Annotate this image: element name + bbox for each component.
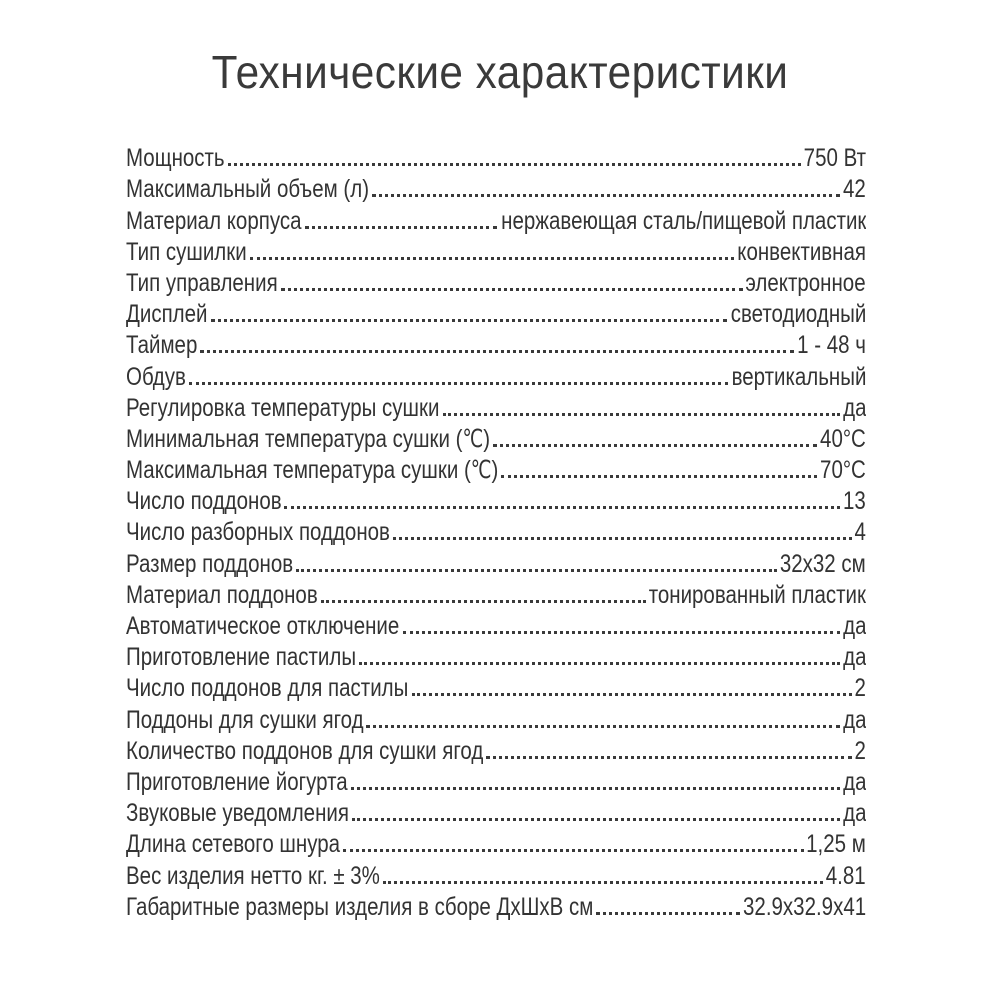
spec-row <box>126 735 866 766</box>
spec-row <box>126 766 866 797</box>
spec-value: 1 - 48 ч <box>797 331 866 360</box>
spec-label: Минимальная температура сушки (℃) <box>126 424 491 453</box>
spec-value: 70°C <box>820 456 866 485</box>
spec-label: Максимальный объем (л) <box>126 175 370 204</box>
spec-row <box>126 547 866 578</box>
dot-leader <box>383 861 824 891</box>
dot-leader <box>596 892 739 922</box>
spec-value: электронное <box>745 268 866 297</box>
spec-value: 32.9x32.9x41 <box>742 892 866 921</box>
spec-value: 4 <box>854 518 866 547</box>
spec-row <box>126 859 866 890</box>
spec-row <box>126 485 866 516</box>
spec-row <box>126 516 866 547</box>
spec-row <box>126 579 866 610</box>
spec-value: 1,25 м <box>806 830 866 859</box>
spec-label: Число поддонов для пастилы <box>126 674 409 703</box>
dot-leader <box>189 362 728 392</box>
dot-leader <box>501 455 817 485</box>
spec-label: Звуковые уведомления <box>126 799 349 828</box>
dot-leader <box>403 611 841 641</box>
dot-leader <box>393 517 852 547</box>
dot-leader <box>493 424 817 454</box>
spec-label: Регулировка температуры сушки <box>126 393 440 422</box>
spec-row <box>126 703 866 734</box>
page-title: Технические характеристики <box>211 46 789 98</box>
spec-value: вертикальный <box>731 362 866 391</box>
spec-value: конвективная <box>737 237 866 266</box>
spec-label: Дисплей <box>126 300 208 329</box>
spec-label: Таймер <box>126 331 198 360</box>
spec-value: да <box>842 705 866 734</box>
spec-row <box>126 329 866 360</box>
dot-leader <box>443 393 840 423</box>
spec-value: 2 <box>854 674 866 703</box>
spec-label: Тип сушилки <box>126 237 247 266</box>
dot-leader <box>412 673 852 703</box>
spec-row <box>126 672 866 703</box>
spec-row <box>126 267 866 298</box>
spec-value: 750 Вт <box>803 144 866 173</box>
spec-label: Число поддонов <box>126 487 282 516</box>
spec-label: Количество поддонов для сушки ягод <box>126 736 484 765</box>
spec-row <box>126 236 866 267</box>
dot-leader <box>228 143 801 173</box>
spec-value: 40°C <box>820 424 866 453</box>
spec-value: тонированный пластик <box>648 580 866 609</box>
spec-row <box>126 641 866 672</box>
spec-row <box>126 142 866 173</box>
dot-leader <box>366 705 840 735</box>
spec-value: да <box>842 612 866 640</box>
spec-row <box>126 173 866 204</box>
dot-leader <box>305 206 498 236</box>
spec-value: 42 <box>843 175 866 204</box>
spec-label: Приготовление йогурта <box>126 767 348 796</box>
dot-leader <box>211 299 727 329</box>
spec-value: 32x32 см <box>780 549 866 578</box>
dot-leader <box>284 486 840 516</box>
spec-label: Максимальная температура сушки (℃) <box>126 456 499 485</box>
spec-label: Обдув <box>126 362 186 391</box>
dot-leader <box>351 767 840 797</box>
spec-row <box>126 891 866 922</box>
spec-value: 2 <box>854 736 866 765</box>
spec-label: Тип управления <box>126 268 278 297</box>
spec-list <box>126 142 866 922</box>
dot-leader <box>296 549 777 579</box>
spec-label: Поддоны для сушки ягод <box>126 705 364 734</box>
spec-label: Материал корпуса <box>126 206 302 235</box>
spec-row <box>126 797 866 828</box>
dot-leader <box>281 268 743 298</box>
dot-leader <box>372 174 840 204</box>
spec-row <box>126 360 866 391</box>
dot-leader <box>321 580 646 610</box>
spec-row <box>126 610 866 641</box>
spec-label: Размер поддонов <box>126 549 294 578</box>
spec-value: да <box>842 393 866 422</box>
dot-leader <box>343 829 803 859</box>
dot-leader <box>200 330 794 360</box>
spec-label: Габаритные размеры изделия в сборе ДхШхВ см <box>126 892 594 921</box>
spec-row <box>126 392 866 423</box>
spec-label: Число разборных поддонов <box>126 518 390 547</box>
spec-value: да <box>842 643 866 672</box>
spec-label: Мощность <box>126 144 225 173</box>
dot-leader <box>359 642 840 672</box>
spec-value: да <box>842 767 866 796</box>
dot-leader <box>486 736 852 766</box>
spec-value: да <box>842 799 866 828</box>
spec-row <box>126 423 866 454</box>
spec-row <box>126 454 866 485</box>
dot-leader <box>250 237 734 267</box>
spec-value: 4.81 <box>826 861 866 890</box>
spec-row <box>126 204 866 235</box>
spec-label: Вес изделия нетто кг. ± 3% <box>126 861 380 890</box>
spec-label: Автоматическое отключение <box>126 612 400 640</box>
spec-label: Материал поддонов <box>126 580 318 609</box>
spec-value: нержавеющая сталь/пищевой пластик <box>500 206 866 235</box>
spec-label: Длина сетевого шнура <box>126 830 341 859</box>
spec-row <box>126 828 866 859</box>
spec-label: Приготовление пастилы <box>126 643 357 672</box>
spec-value: светодиодный <box>730 300 866 329</box>
spec-row <box>126 298 866 329</box>
dot-leader <box>352 798 840 828</box>
spec-value: 13 <box>843 487 866 516</box>
